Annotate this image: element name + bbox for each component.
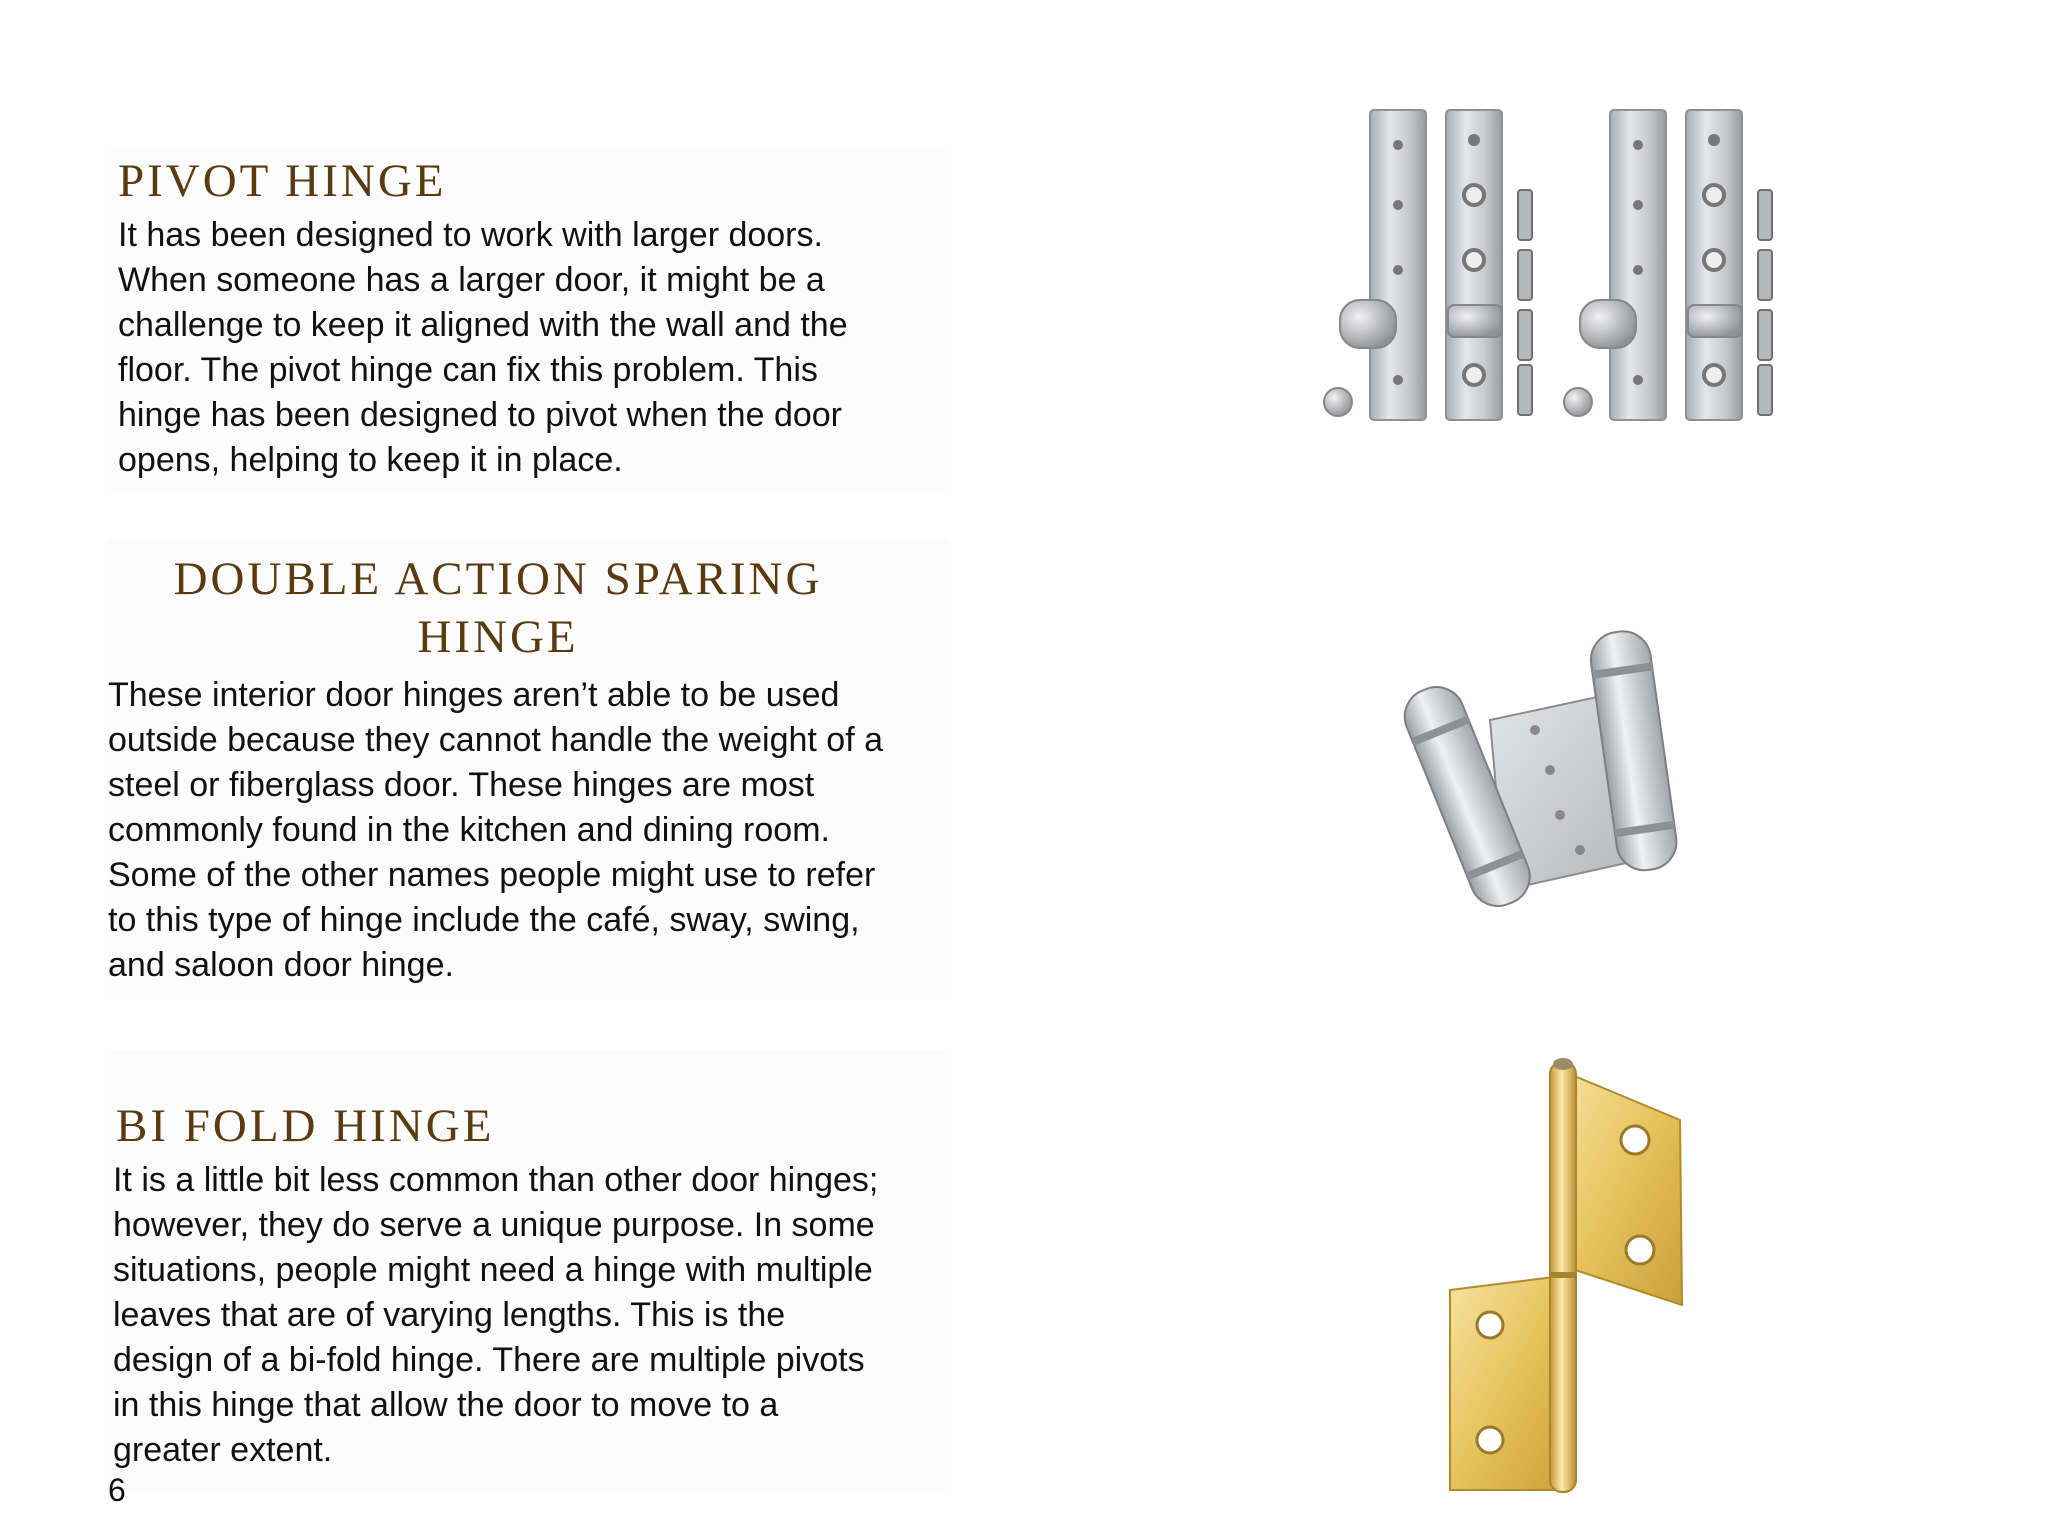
page-number: 6 [108,1472,126,1508]
text-line: outside because they cannot handle the weight of a [108,721,884,759]
text-line: commonly found in the kitchen and dining room. [108,811,830,849]
text-line: design of a bi-fold hinge. There are multiple pivots [113,1341,865,1379]
text-line: floor. The pivot hinge can fix this problem. This [118,351,818,389]
bifold-hinge-description [113,1158,878,1473]
heading-line: DOUBLE ACTION SPARING [173,553,823,605]
pivot-hinge-description [118,213,848,483]
text-line: leaves that are of varying lengths. This is the [113,1296,786,1334]
text-line: When someone has a larger door, it might be a [118,261,825,299]
text-line: It is a little bit less common than other door hinges; [113,1161,879,1199]
double-action-hinge-heading [108,550,888,666]
pivot-hinge-heading: PIVOT HINGE [118,155,447,207]
text-line: These interior door hinges aren’t able to be used [108,676,840,714]
text-line: steel or fiberglass door. These hinges are most [108,766,815,804]
text-line: hinge has been designed to pivot when the door [118,396,842,434]
text-line: however, they do serve a unique purpose. In some [113,1206,875,1244]
double-action-hinge-description [108,673,883,988]
double-action-spring-hinge-illustration [1380,610,1740,930]
text-line: Some of the other names people might use to refer [108,856,876,894]
bifold-hinge-heading: BI FOLD HINGE [116,1100,495,1152]
text-line: challenge to keep it aligned with the wall and the [118,306,848,344]
text-line: to this type of hinge include the café, sway, swing, [108,901,860,939]
text-line: and saloon door hinge. [108,946,454,984]
text-line: greater extent. [113,1431,333,1469]
text-line: opens, helping to keep it in place. [118,441,623,479]
heading-line: HINGE [417,611,579,663]
text-line: situations, people might need a hinge with multiple [113,1251,873,1289]
pivot-hinge-pair-illustration [1310,100,1810,440]
text-line: It has been designed to work with larger doors. [118,216,823,254]
bifold-hinge-illustration [1410,1050,1710,1500]
text-line: in this hinge that allow the door to move to a [113,1386,779,1424]
